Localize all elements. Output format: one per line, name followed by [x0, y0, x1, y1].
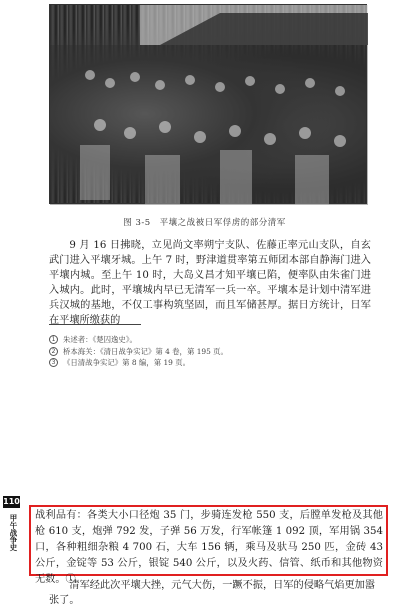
- photo-illustration: [50, 5, 368, 205]
- closing-sentence: 清军经此次平壤大挫，元气大伤，一蹶不振，日军的侵略气焰更加嚣张了。: [49, 580, 376, 606]
- page-number: 110: [3, 497, 20, 506]
- footnote-divider: [49, 324, 141, 325]
- historical-photo: [49, 4, 367, 204]
- footnote-text: 桥本海关：《清日战争实记》第 4 卷，第 195 页。: [63, 346, 228, 356]
- footnote-text: 《日清战争实记》第 8 编，第 19 页。: [63, 358, 190, 368]
- highlighted-spoils-text: 战利品有：各类大小口径炮 35 门，步骑连发枪 550 支，后膛单发枪及其他枪 610 支，炮弹 792 发，子弹 56 万发，行军帐篷 1 092 顶，军用锅 354 口，各种粗细杂粮 4 700 石，大车 156 辆，乘马及驮马 250 匹，金砖 43 公斤，金锭等 53 公斤，银锭 540 公斤，以及火药、信管、纸币和其他物资无数。①: [35, 510, 383, 585]
- figure-caption: 图 3-5 平壤之战被日军俘虏的部分清军: [123, 218, 286, 228]
- footnote-item: [49, 357, 371, 369]
- footnote-number: 1: [49, 335, 58, 344]
- footnote-item: [49, 334, 371, 346]
- footnote-text: 朱述者：《楚囚逸史》。: [63, 335, 137, 345]
- running-head: 甲午战争史: [9, 514, 18, 551]
- footnote-item: [49, 346, 371, 358]
- body-paragraph: 9 月 16 日拂晓，立见尚文率朔宁支队、佐藤正率元山支队，自玄武门进入平壤牙城。上午 7 时，野津道贯率第五师团本部自静海门进入平壤内城。至上午 10 时，大岛义昌才知平壤已陷，便率队由朱雀门进入城内。此时，平壤城内早已无清军一兵一卒。平壤本是计划中清军进兵汉城的基地，不仅工事构筑坚固，而且军储甚厚。据日方统计，日军在平壤所缴获的: [49, 240, 371, 326]
- footnote-number: 2: [49, 347, 58, 356]
- footnote-number: 3: [49, 358, 58, 367]
- footnotes: [49, 334, 371, 369]
